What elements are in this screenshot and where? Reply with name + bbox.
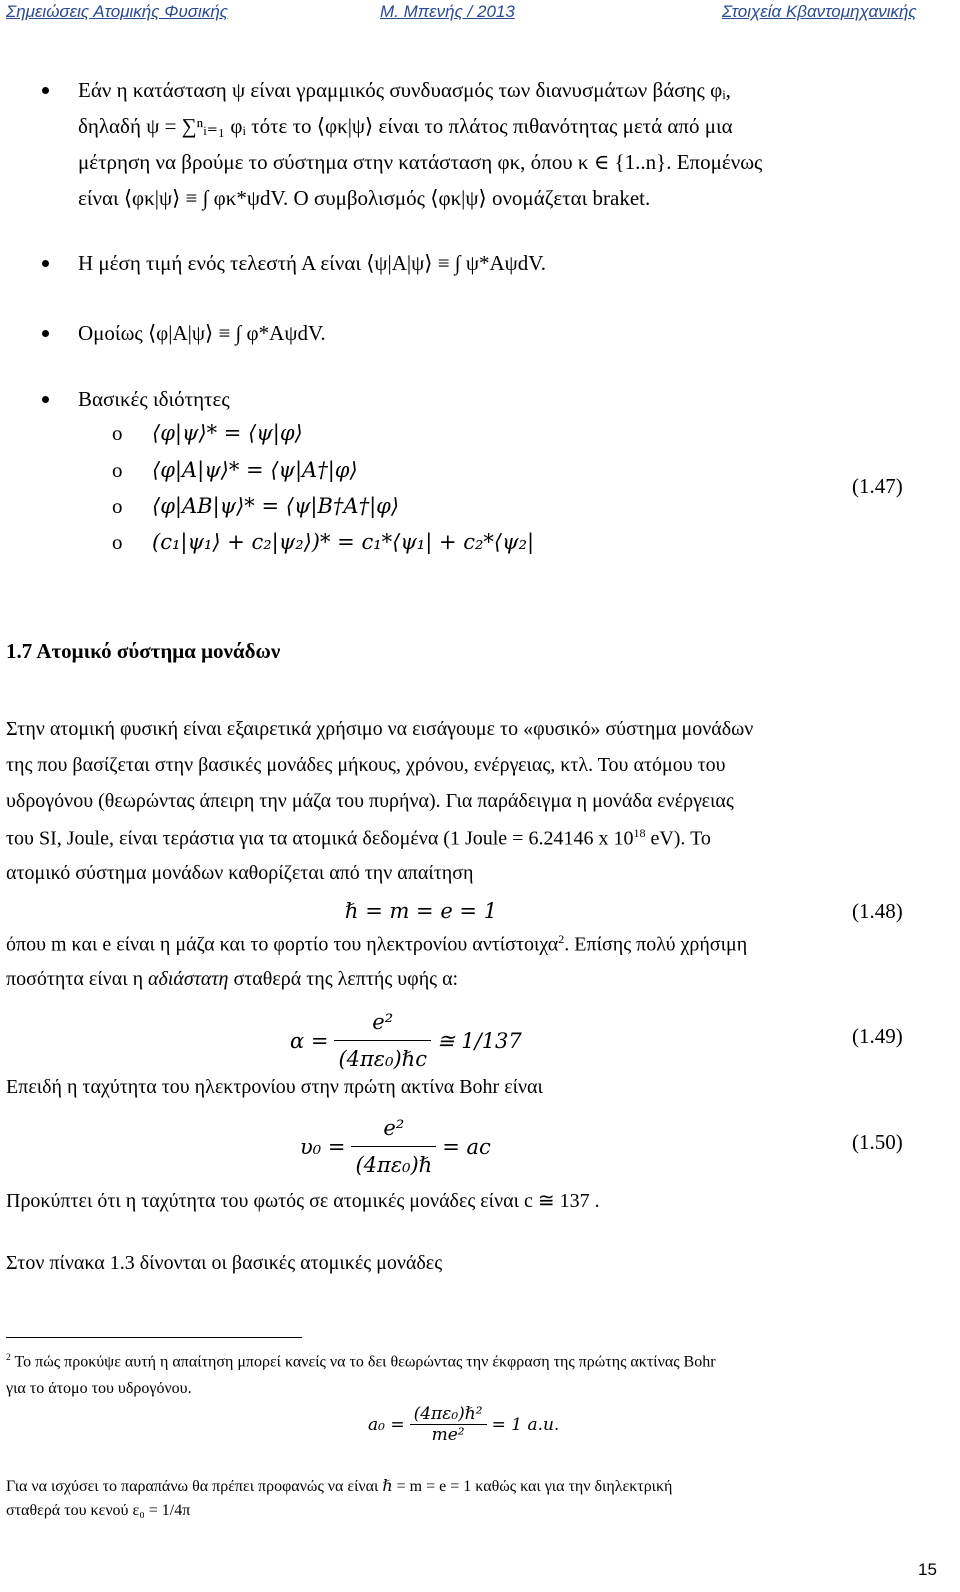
footnote-eq-numerator: (4πε₀)ℏ² — [413, 1404, 483, 1424]
paragraph-2-line-2-text: ποσότητα είναι η — [6, 968, 149, 990]
equation-1-49 — [290, 1004, 522, 1077]
paragraph-1-line-5: ατομικό σύστημα μονάδων καθορίζεται από την απαίτηση — [6, 862, 474, 884]
eq49-lhs: α = — [290, 1028, 329, 1053]
paragraph-1-line-2: της που βασίζεται στην βασικές μονάδες μήκους, χρόνου, ενέργειας, κτλ. Του ατόμου του — [6, 754, 726, 776]
eq50-fraction — [351, 1110, 436, 1183]
paragraph-2-line-1 — [6, 932, 747, 957]
equation-number-1-49: (1.49) — [852, 1024, 903, 1048]
paragraph-2-line-2-end: σταθερά της λεπτής υφής α: — [228, 968, 459, 990]
bullet-4-text: Βασικές ιδιότητες — [78, 387, 230, 411]
equation-number-1-47: (1.47) — [852, 474, 903, 498]
footnote-line-1-text: Το πώς προκύψε αυτή η απαίτηση μπορεί κανείς να το δει θεωρώντας την έκφραση της πρώτης ακτίνας Bohr — [10, 1353, 716, 1371]
property-marker: o — [112, 494, 123, 518]
footnote-separator — [6, 1337, 302, 1338]
footnote-eq-denominator: me² — [410, 1424, 487, 1445]
paragraph-1-line-3: υδρογόνου (θεωρώντας άπειρη την μάζα του πυρήνα). Για παράδειγμα η μονάδα ενέργειας — [6, 790, 734, 812]
property-marker: o — [112, 530, 123, 554]
paragraph-1-line-4-end: eV). Το — [645, 827, 711, 850]
eq49-rhs: ≅ 1/137 — [436, 1028, 522, 1053]
paragraph-1-line-1: Στην ατομική φυσική είναι εξαιρετικά χρήσιμο να εισάγουμε το «φυσικό» σύστημα μονάδων — [6, 718, 754, 740]
paragraph-2-line-1-text: όπου m και e είναι η μάζα και το φορτίο του ηλεκτρονίου αντίστοιχα — [6, 933, 559, 956]
paragraph-1-line-4-text: του SI, Joule, είναι τεράστια για τα ατομικά δεδομένα (1 Joule = 6.24146 x 10 — [6, 827, 634, 850]
property-marker: o — [112, 421, 123, 445]
bullet-4 — [42, 396, 49, 403]
eq50-rhs: = ac — [442, 1134, 491, 1159]
footnote-eq-rhs: = 1 a.u. — [491, 1414, 560, 1435]
eq50-numerator: e² — [383, 1116, 405, 1140]
bullet-1-line-2: δηλαδή ψ = ∑ⁿᵢ₌₁ φᵢ τότε το ⟨φκ|ψ⟩ είναι το πλάτος πιθανότητας μετά από μια — [78, 114, 733, 138]
bullet-3-text: Ομοίως ⟨φ|A|ψ⟩ ≡ ∫ φ*AψdV. — [78, 321, 326, 345]
property-2: ⟨φ|A|ψ⟩* = ⟨ψ|A†|φ⟩ — [152, 458, 358, 482]
bullet-2-text: Η μέση τιμή ενός τελεστή Α είναι ⟨ψ|A|ψ⟩ ≡ ∫ ψ*AψdV. — [78, 251, 546, 275]
property-3: ⟨φ|AB|ψ⟩* = ⟨ψ|B†A†|φ⟩ — [152, 494, 400, 518]
eq50-lhs: υ₀ = — [300, 1134, 346, 1159]
property-marker: o — [112, 458, 123, 482]
footnote-line-1 — [6, 1352, 716, 1371]
eq49-fraction — [334, 1004, 431, 1077]
paragraph-5: Στον πίνακα 1.3 δίνονται οι βασικές ατομικές μονάδες — [6, 1252, 443, 1274]
footnote-ref: 2 — [558, 932, 565, 946]
page-number: 15 — [918, 1560, 937, 1579]
bullet-2 — [42, 260, 49, 267]
eq49-denominator: (4πε₀)ℏc — [334, 1040, 431, 1077]
eq50-denominator: (4πε₀)ℏ — [351, 1146, 436, 1183]
bullet-1-line-3: μέτρηση να βρούμε το σύστημα στην κατάσταση φκ, όπου κ ∈ {1..n}. Επομένως — [78, 150, 763, 174]
paragraph-1-line-4 — [6, 826, 711, 851]
bullet-3 — [42, 330, 49, 337]
property-4: (c₁|ψ₁⟩ + c₂|ψ₂⟩)* = c₁*⟨ψ₁| + c₂*⟨ψ₂| — [152, 530, 535, 554]
equation-1-50 — [300, 1110, 491, 1183]
footnote-eq-lhs: a₀ = — [368, 1414, 405, 1435]
footnote-eq-fraction — [410, 1404, 487, 1445]
footnote-equation — [368, 1404, 559, 1445]
exponent: 18 — [633, 826, 646, 840]
footnote-line-4: σταθερά του κενού ε₀ = 1/4π — [6, 1502, 191, 1519]
paragraph-4: Προκύπτει ότι η ταχύτητα του φωτός σε ατομικές μονάδες είναι c ≅ 137 . — [6, 1190, 600, 1212]
eq49-numerator: e² — [372, 1010, 394, 1034]
equation-1-48: ℏ = m = e = 1 — [345, 899, 498, 923]
paragraph-2-line-1-end: . Επίσης πολύ χρήσιμη — [564, 933, 748, 956]
footnote-mark: 2 — [6, 1352, 11, 1363]
paragraph-2-line-2 — [6, 968, 458, 991]
bullet-1-line-4: είναι ⟨φκ|ψ⟩ ≡ ∫ φκ*ψdV. Ο συμβολισμός ⟨φκ|ψ⟩ ονομάζεται braket. — [78, 186, 651, 210]
header-left: Σημειώσεις Ατομικής Φυσικής — [6, 2, 229, 21]
equation-number-1-50: (1.50) — [852, 1130, 903, 1154]
header-right: Στοιχεία Κβαντομηχανικής — [722, 2, 917, 21]
equation-number-1-48: (1.48) — [852, 899, 903, 923]
bullet-1 — [42, 87, 49, 94]
section-title: 1.7 Ατομικό σύστημα μονάδων — [6, 639, 281, 663]
paragraph-3: Επειδή η ταχύτητα του ηλεκτρονίου στην πρώτη ακτίνα Bohr είναι — [6, 1076, 543, 1098]
footnote-line-2: για το άτομο του υδρογόνου. — [6, 1380, 192, 1397]
italic-word: αδιάστατη — [148, 968, 229, 990]
footnote-line-3: Για να ισχύσει το παραπάνω θα πρέπει προφανώς να είναι ℏ = m = e = 1 καθώς και για την διηλεκτρική — [6, 1478, 673, 1495]
property-1: ⟨φ|ψ⟩* = ⟨ψ|φ⟩ — [152, 421, 303, 445]
header-center: Μ. Μπενής / 2013 — [380, 2, 515, 21]
bullet-1-line-1: Εάν η κατάσταση ψ είναι γραμμικός συνδυασμός των διανυσμάτων βάσης φᵢ, — [78, 78, 731, 102]
